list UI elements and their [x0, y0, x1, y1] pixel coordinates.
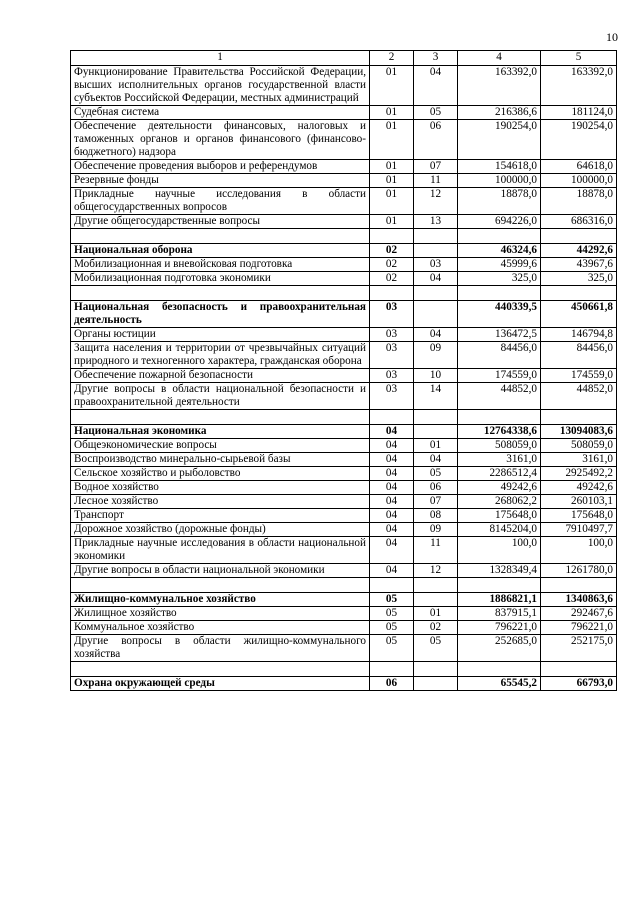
- section-code-cell: 04: [370, 495, 414, 509]
- amount-col4-cell: 12764338,6: [458, 425, 541, 439]
- subsection-code-cell: 04: [414, 272, 458, 286]
- name-cell: Обеспечение деятельности финансовых, налоговых и таможенных органов и органов финансового (финансово-бюджетного) надзора: [71, 120, 370, 160]
- section-row: [71, 244, 617, 258]
- table-row: [71, 453, 617, 467]
- empty-cell: [370, 286, 414, 301]
- table-header-row: [71, 51, 617, 66]
- name-cell: Другие вопросы в области национальной экономики: [71, 564, 370, 578]
- subsection-code-cell: 04: [414, 66, 458, 106]
- empty-cell: [414, 662, 458, 677]
- name-cell: Мобилизационная подготовка экономики: [71, 272, 370, 286]
- subsection-code-cell: 04: [414, 453, 458, 467]
- amount-col4-cell: 8145204,0: [458, 523, 541, 537]
- table-row: [71, 467, 617, 481]
- subsection-code-cell: 05: [414, 635, 458, 662]
- amount-col4-cell: 837915,1: [458, 607, 541, 621]
- name-cell: Другие общегосударственные вопросы: [71, 215, 370, 229]
- amount-col4-cell: 2286512,4: [458, 467, 541, 481]
- table-row: [71, 635, 617, 662]
- table-row: [71, 174, 617, 188]
- amount-col5-cell: 325,0: [541, 272, 617, 286]
- empty-cell: [370, 229, 414, 244]
- empty-cell: [458, 229, 541, 244]
- amount-col4-cell: 268062,2: [458, 495, 541, 509]
- empty-cell: [370, 662, 414, 677]
- amount-col4-cell: 190254,0: [458, 120, 541, 160]
- table-row: [71, 188, 617, 215]
- name-cell: Коммунальное хозяйство: [71, 621, 370, 635]
- section-row: [71, 425, 617, 439]
- section-code-cell: 05: [370, 593, 414, 607]
- section-row: [71, 593, 617, 607]
- name-cell: Защита населения и территории от чрезвычайных ситуаций природного и техногенного характера, гражданская оборона: [71, 342, 370, 369]
- spacer-row: [71, 229, 617, 244]
- amount-col4-cell: 154618,0: [458, 160, 541, 174]
- subsection-code-cell: 01: [414, 607, 458, 621]
- amount-col5-cell: 2925492,2: [541, 467, 617, 481]
- name-cell: Резервные фонды: [71, 174, 370, 188]
- amount-col4-cell: 84456,0: [458, 342, 541, 369]
- table-row: [71, 481, 617, 495]
- empty-cell: [71, 229, 370, 244]
- amount-col5-cell: 174559,0: [541, 369, 617, 383]
- section-code-cell: 05: [370, 607, 414, 621]
- subsection-code-cell: [414, 593, 458, 607]
- subsection-code-cell: 04: [414, 328, 458, 342]
- amount-col4-cell: 44852,0: [458, 383, 541, 410]
- subsection-code-cell: 11: [414, 537, 458, 564]
- subsection-code-cell: 10: [414, 369, 458, 383]
- name-cell: Судебная система: [71, 106, 370, 120]
- amount-col4-cell: 796221,0: [458, 621, 541, 635]
- amount-col5-cell: 66793,0: [541, 677, 617, 691]
- section-code-cell: 04: [370, 481, 414, 495]
- section-row: [71, 301, 617, 328]
- subsection-code-cell: [414, 301, 458, 328]
- name-cell: Охрана окружающей среды: [71, 677, 370, 691]
- subsection-code-cell: 05: [414, 106, 458, 120]
- name-cell: Национальная оборона: [71, 244, 370, 258]
- amount-col5-cell: 100000,0: [541, 174, 617, 188]
- table-row: [71, 509, 617, 523]
- name-cell: Лесное хозяйство: [71, 495, 370, 509]
- subsection-code-cell: 06: [414, 120, 458, 160]
- section-code-cell: 04: [370, 509, 414, 523]
- subsection-code-cell: 13: [414, 215, 458, 229]
- section-code-cell: 03: [370, 369, 414, 383]
- name-cell: Другие вопросы в области национальной безопасности и правоохранительной деятельности: [71, 383, 370, 410]
- amount-col4-cell: 100,0: [458, 537, 541, 564]
- table-row: [71, 607, 617, 621]
- section-code-cell: 06: [370, 677, 414, 691]
- section-code-cell: 01: [370, 66, 414, 106]
- amount-col5-cell: 44852,0: [541, 383, 617, 410]
- amount-col5-cell: 43967,6: [541, 258, 617, 272]
- empty-cell: [71, 578, 370, 593]
- section-code-cell: 01: [370, 160, 414, 174]
- subsection-code-cell: [414, 244, 458, 258]
- table-row: [71, 328, 617, 342]
- empty-cell: [414, 410, 458, 425]
- amount-col5-cell: 7910497,7: [541, 523, 617, 537]
- amount-col5-cell: 100,0: [541, 537, 617, 564]
- header-col-4: 4: [458, 51, 541, 66]
- amount-col4-cell: 18878,0: [458, 188, 541, 215]
- budget-table-body: [71, 51, 617, 691]
- amount-col4-cell: 1886821,1: [458, 593, 541, 607]
- section-code-cell: 03: [370, 301, 414, 328]
- empty-cell: [541, 286, 617, 301]
- amount-col4-cell: 252685,0: [458, 635, 541, 662]
- empty-cell: [414, 286, 458, 301]
- subsection-code-cell: 08: [414, 509, 458, 523]
- section-code-cell: 02: [370, 244, 414, 258]
- subsection-code-cell: 12: [414, 188, 458, 215]
- amount-col4-cell: 46324,6: [458, 244, 541, 258]
- section-code-cell: 05: [370, 621, 414, 635]
- name-cell: Функционирование Правительства Российской Федерации, высших исполнительных органов государственной власти субъектов Российской Федерации, местных администраций: [71, 66, 370, 106]
- name-cell: Национальная безопасность и правоохранительная деятельность: [71, 301, 370, 328]
- amount-col4-cell: 1328349,4: [458, 564, 541, 578]
- name-cell: Другие вопросы в области жилищно-коммунального хозяйства: [71, 635, 370, 662]
- subsection-code-cell: 11: [414, 174, 458, 188]
- name-cell: Обеспечение проведения выборов и референдумов: [71, 160, 370, 174]
- name-cell: Органы юстиции: [71, 328, 370, 342]
- spacer-row: [71, 286, 617, 301]
- empty-cell: [458, 662, 541, 677]
- section-code-cell: 01: [370, 174, 414, 188]
- section-code-cell: 04: [370, 439, 414, 453]
- empty-cell: [370, 578, 414, 593]
- table-row: [71, 537, 617, 564]
- table-row: [71, 66, 617, 106]
- name-cell: Обеспечение пожарной безопасности: [71, 369, 370, 383]
- empty-cell: [414, 578, 458, 593]
- empty-cell: [458, 286, 541, 301]
- section-code-cell: 03: [370, 328, 414, 342]
- name-cell: Воспроизводство минерально-сырьевой базы: [71, 453, 370, 467]
- section-code-cell: 03: [370, 342, 414, 369]
- name-cell: Жилищное хозяйство: [71, 607, 370, 621]
- amount-col5-cell: 175648,0: [541, 509, 617, 523]
- name-cell: Прикладные научные исследования в области общегосударственных вопросов: [71, 188, 370, 215]
- amount-col4-cell: 216386,6: [458, 106, 541, 120]
- subsection-code-cell: 12: [414, 564, 458, 578]
- amount-col5-cell: 686316,0: [541, 215, 617, 229]
- empty-cell: [370, 410, 414, 425]
- subsection-code-cell: [414, 425, 458, 439]
- subsection-code-cell: 07: [414, 495, 458, 509]
- amount-col5-cell: 1340863,6: [541, 593, 617, 607]
- amount-col5-cell: 450661,8: [541, 301, 617, 328]
- section-code-cell: 01: [370, 215, 414, 229]
- name-cell: Национальная экономика: [71, 425, 370, 439]
- amount-col5-cell: 49242,6: [541, 481, 617, 495]
- amount-col4-cell: 175648,0: [458, 509, 541, 523]
- name-cell: Общеэкономические вопросы: [71, 439, 370, 453]
- section-code-cell: 04: [370, 523, 414, 537]
- amount-col5-cell: 3161,0: [541, 453, 617, 467]
- section-code-cell: 04: [370, 453, 414, 467]
- table-row: [71, 439, 617, 453]
- empty-cell: [71, 662, 370, 677]
- amount-col4-cell: 3161,0: [458, 453, 541, 467]
- table-row: [71, 106, 617, 120]
- page-number: 10: [606, 30, 618, 44]
- subsection-code-cell: 09: [414, 523, 458, 537]
- section-row: [71, 677, 617, 691]
- amount-col5-cell: 292467,6: [541, 607, 617, 621]
- section-code-cell: 03: [370, 383, 414, 410]
- table-row: [71, 383, 617, 410]
- section-code-cell: 01: [370, 120, 414, 160]
- header-col-2: 2: [370, 51, 414, 66]
- empty-cell: [71, 286, 370, 301]
- name-cell: Дорожное хозяйство (дорожные фонды): [71, 523, 370, 537]
- subsection-code-cell: 09: [414, 342, 458, 369]
- subsection-code-cell: [414, 677, 458, 691]
- empty-cell: [414, 229, 458, 244]
- name-cell: Транспорт: [71, 509, 370, 523]
- table-row: [71, 564, 617, 578]
- table-row: [71, 523, 617, 537]
- name-cell: Прикладные научные исследования в области национальной экономики: [71, 537, 370, 564]
- subsection-code-cell: 07: [414, 160, 458, 174]
- amount-col4-cell: 65545,2: [458, 677, 541, 691]
- name-cell: Мобилизационная и вневойсковая подготовка: [71, 258, 370, 272]
- table-row: [71, 160, 617, 174]
- spacer-row: [71, 662, 617, 677]
- amount-col5-cell: 260103,1: [541, 495, 617, 509]
- section-code-cell: 02: [370, 272, 414, 286]
- amount-col4-cell: 136472,5: [458, 328, 541, 342]
- empty-cell: [541, 662, 617, 677]
- amount-col5-cell: 190254,0: [541, 120, 617, 160]
- header-col-5: 5: [541, 51, 617, 66]
- subsection-code-cell: 06: [414, 481, 458, 495]
- amount-col5-cell: 796221,0: [541, 621, 617, 635]
- table-row: [71, 272, 617, 286]
- subsection-code-cell: 05: [414, 467, 458, 481]
- amount-col5-cell: 44292,6: [541, 244, 617, 258]
- table-row: [71, 342, 617, 369]
- amount-col5-cell: 18878,0: [541, 188, 617, 215]
- amount-col5-cell: 181124,0: [541, 106, 617, 120]
- section-code-cell: 04: [370, 564, 414, 578]
- subsection-code-cell: 01: [414, 439, 458, 453]
- section-code-cell: 04: [370, 425, 414, 439]
- section-code-cell: 01: [370, 188, 414, 215]
- amount-col5-cell: 163392,0: [541, 66, 617, 106]
- table-row: [71, 495, 617, 509]
- table-row: [71, 215, 617, 229]
- amount-col4-cell: 49242,6: [458, 481, 541, 495]
- subsection-code-cell: 14: [414, 383, 458, 410]
- section-code-cell: 01: [370, 106, 414, 120]
- amount-col5-cell: 1261780,0: [541, 564, 617, 578]
- spacer-row: [71, 410, 617, 425]
- section-code-cell: 04: [370, 467, 414, 481]
- header-col-1: 1: [71, 51, 370, 66]
- amount-col5-cell: 508059,0: [541, 439, 617, 453]
- amount-col4-cell: 508059,0: [458, 439, 541, 453]
- empty-cell: [541, 410, 617, 425]
- name-cell: Жилищно-коммунальное хозяйство: [71, 593, 370, 607]
- table-row: [71, 621, 617, 635]
- amount-col4-cell: 100000,0: [458, 174, 541, 188]
- name-cell: Сельское хозяйство и рыболовство: [71, 467, 370, 481]
- amount-col4-cell: 163392,0: [458, 66, 541, 106]
- empty-cell: [71, 410, 370, 425]
- amount-col4-cell: 694226,0: [458, 215, 541, 229]
- amount-col5-cell: 84456,0: [541, 342, 617, 369]
- amount-col5-cell: 146794,8: [541, 328, 617, 342]
- spacer-row: [71, 578, 617, 593]
- table-row: [71, 258, 617, 272]
- empty-cell: [458, 410, 541, 425]
- budget-table: [70, 50, 617, 691]
- section-code-cell: 04: [370, 537, 414, 564]
- amount-col5-cell: 64618,0: [541, 160, 617, 174]
- header-col-3: 3: [414, 51, 458, 66]
- amount-col5-cell: 13094083,6: [541, 425, 617, 439]
- empty-cell: [458, 578, 541, 593]
- subsection-code-cell: 03: [414, 258, 458, 272]
- empty-cell: [541, 578, 617, 593]
- amount-col5-cell: 252175,0: [541, 635, 617, 662]
- amount-col4-cell: 325,0: [458, 272, 541, 286]
- section-code-cell: 05: [370, 635, 414, 662]
- name-cell: Водное хозяйство: [71, 481, 370, 495]
- table-row: [71, 369, 617, 383]
- section-code-cell: 02: [370, 258, 414, 272]
- empty-cell: [541, 229, 617, 244]
- amount-col4-cell: 45999,6: [458, 258, 541, 272]
- table-row: [71, 120, 617, 160]
- amount-col4-cell: 174559,0: [458, 369, 541, 383]
- subsection-code-cell: 02: [414, 621, 458, 635]
- amount-col4-cell: 440339,5: [458, 301, 541, 328]
